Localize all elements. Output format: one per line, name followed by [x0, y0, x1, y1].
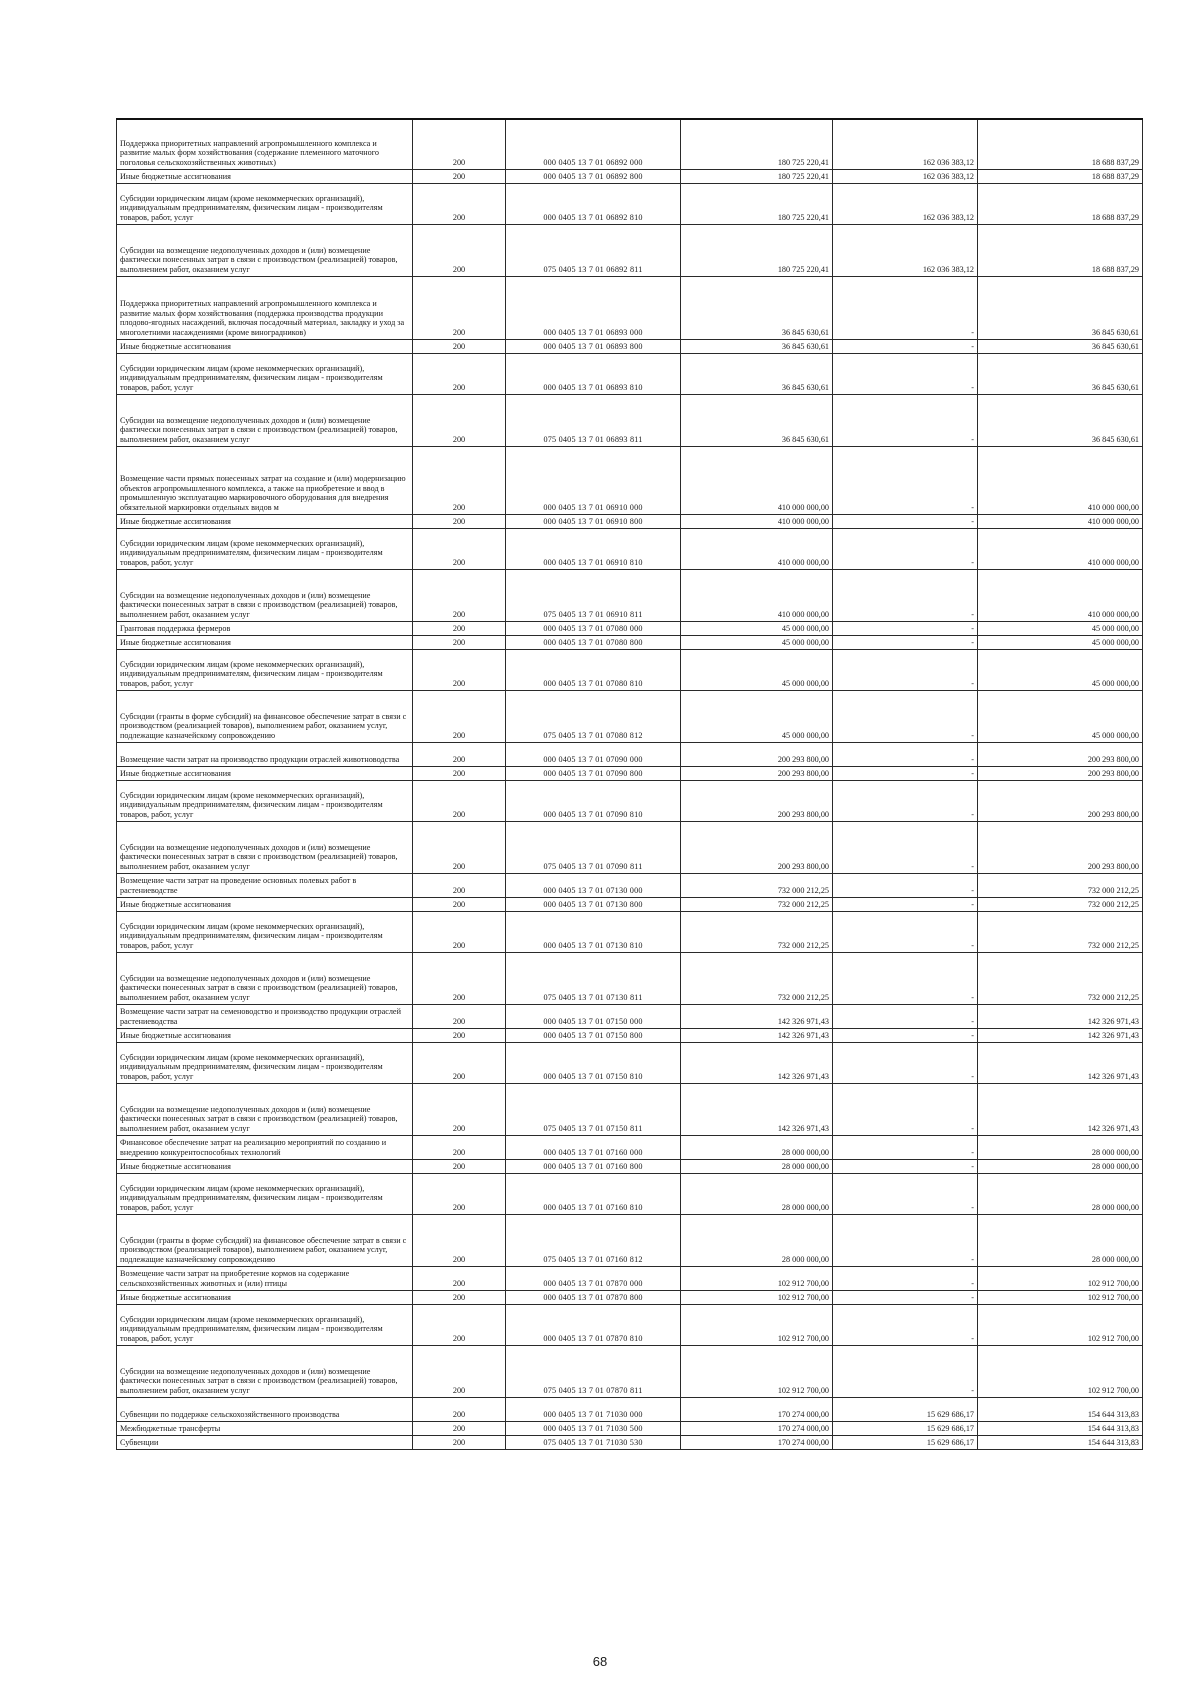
budget-classification-code: 000 0405 13 7 01 71030 000 [506, 1397, 681, 1421]
page-number: 68 [592, 1654, 608, 1669]
table-row [117, 1083, 1143, 1135]
unexecuted-amount: 142 326 971,43 [978, 1004, 1143, 1028]
line-item-name: Субсидии юридическим лицам (кроме некоммерческих организаций), индивидуальным предпринимателям, физическим лицам - производителям товаров, работ, услуг [117, 911, 413, 952]
line-code: 200 [413, 821, 506, 873]
approved-amount: 142 326 971,43 [681, 1042, 833, 1083]
approved-amount: 142 326 971,43 [681, 1028, 833, 1042]
line-item-name: Возмещение части затрат на приобретение кормов на содержание сельскохозяйственных животных и (или) птицы [117, 1266, 413, 1290]
budget-classification-code: 000 0405 13 7 01 07080 800 [506, 635, 681, 649]
line-code: 200 [413, 635, 506, 649]
line-code: 200 [413, 1173, 506, 1214]
line-code: 200 [413, 1135, 506, 1159]
approved-amount: 410 000 000,00 [681, 514, 833, 528]
approved-amount: 410 000 000,00 [681, 528, 833, 569]
table-row [117, 224, 1143, 276]
table-row [117, 514, 1143, 528]
budget-classification-code: 000 0405 13 7 01 06910 810 [506, 528, 681, 569]
budget-classification-code: 000 0405 13 7 01 07130 810 [506, 911, 681, 952]
line-item-name: Субсидии на возмещение недополученных доходов и (или) возмещение фактически понесенных затрат в связи с производством (реализацией) товаров, выполнением работ, оказанием услуг [117, 394, 413, 446]
line-item-name: Грантовая поддержка фермеров [117, 621, 413, 635]
executed-amount: - [833, 1028, 978, 1042]
line-item-name: Межбюджетные трансферты [117, 1421, 413, 1435]
line-item-name: Субсидии (гранты в форме субсидий) на финансовое обеспечение затрат в связи с производством (реализацией товаров), выполнением работ, оказанием услуг, подлежащие казначейскому сопровождению [117, 1214, 413, 1266]
approved-amount: 36 845 630,61 [681, 339, 833, 353]
unexecuted-amount: 732 000 212,25 [978, 911, 1143, 952]
line-code: 200 [413, 766, 506, 780]
unexecuted-amount: 732 000 212,25 [978, 873, 1143, 897]
table-row [117, 1028, 1143, 1042]
table-row [117, 1345, 1143, 1397]
budget-classification-code: 075 0405 13 7 01 07160 812 [506, 1214, 681, 1266]
budget-classification-code: 000 0405 13 7 01 06893 800 [506, 339, 681, 353]
approved-amount: 28 000 000,00 [681, 1173, 833, 1214]
unexecuted-amount: 200 293 800,00 [978, 821, 1143, 873]
budget-classification-code: 000 0405 13 7 01 07080 810 [506, 649, 681, 690]
executed-amount: - [833, 821, 978, 873]
line-code: 200 [413, 183, 506, 224]
approved-amount: 200 293 800,00 [681, 766, 833, 780]
unexecuted-amount: 102 912 700,00 [978, 1290, 1143, 1304]
executed-amount: - [833, 514, 978, 528]
table-row [117, 353, 1143, 394]
unexecuted-amount: 36 845 630,61 [978, 394, 1143, 446]
table-row [117, 1214, 1143, 1266]
table-row [117, 1421, 1143, 1435]
approved-amount: 410 000 000,00 [681, 569, 833, 621]
line-code: 200 [413, 119, 506, 169]
unexecuted-amount: 28 000 000,00 [978, 1135, 1143, 1159]
approved-amount: 200 293 800,00 [681, 821, 833, 873]
unexecuted-amount: 18 688 837,29 [978, 169, 1143, 183]
line-item-name: Субсидии юридическим лицам (кроме некоммерческих организаций), индивидуальным предпринимателям, физическим лицам - производителям товаров, работ, услуг [117, 649, 413, 690]
line-item-name: Субсидии на возмещение недополученных доходов и (или) возмещение фактически понесенных затрат в связи с производством (реализацией) товаров, выполнением работ, оказанием услуг [117, 224, 413, 276]
executed-amount: - [833, 528, 978, 569]
unexecuted-amount: 45 000 000,00 [978, 621, 1143, 635]
unexecuted-amount: 200 293 800,00 [978, 766, 1143, 780]
executed-amount: - [833, 339, 978, 353]
unexecuted-amount: 154 644 313,83 [978, 1435, 1143, 1449]
budget-classification-code: 000 0405 13 7 01 07090 800 [506, 766, 681, 780]
line-code: 200 [413, 897, 506, 911]
budget-classification-code: 000 0405 13 7 01 06893 000 [506, 276, 681, 339]
budget-classification-code: 000 0405 13 7 01 71030 500 [506, 1421, 681, 1435]
unexecuted-amount: 102 912 700,00 [978, 1266, 1143, 1290]
line-item-name: Субсидии на возмещение недополученных доходов и (или) возмещение фактически понесенных затрат в связи с производством (реализацией) товаров, выполнением работ, оказанием услуг [117, 952, 413, 1004]
unexecuted-amount: 410 000 000,00 [978, 446, 1143, 514]
budget-classification-code: 075 0405 13 7 01 07080 812 [506, 690, 681, 742]
line-code: 200 [413, 224, 506, 276]
budget-classification-code: 000 0405 13 7 01 07150 800 [506, 1028, 681, 1042]
executed-amount: - [833, 635, 978, 649]
budget-classification-code: 000 0405 13 7 01 06910 800 [506, 514, 681, 528]
table-row [117, 1435, 1143, 1449]
line-item-name: Финансовое обеспечение затрат на реализацию мероприятий по созданию и внедрению конкурентоспособных технологий [117, 1135, 413, 1159]
table-row [117, 339, 1143, 353]
line-code: 200 [413, 911, 506, 952]
unexecuted-amount: 18 688 837,29 [978, 183, 1143, 224]
line-item-name: Возмещение части затрат на проведение основных полевых работ в растениеводстве [117, 873, 413, 897]
budget-classification-code: 000 0405 13 7 01 07160 000 [506, 1135, 681, 1159]
line-item-name: Субсидии юридическим лицам (кроме некоммерческих организаций), индивидуальным предпринимателям, физическим лицам - производителям товаров, работ, услуг [117, 183, 413, 224]
line-item-name: Иные бюджетные ассигнования [117, 766, 413, 780]
line-item-name: Иные бюджетные ассигнования [117, 514, 413, 528]
executed-amount: - [833, 1135, 978, 1159]
line-code: 200 [413, 1004, 506, 1028]
line-code: 200 [413, 780, 506, 821]
budget-classification-code: 000 0405 13 7 01 07870 800 [506, 1290, 681, 1304]
executed-amount: - [833, 353, 978, 394]
executed-amount: - [833, 649, 978, 690]
table-row [117, 528, 1143, 569]
approved-amount: 102 912 700,00 [681, 1266, 833, 1290]
budget-execution-table [116, 118, 1143, 1450]
table-row [117, 897, 1143, 911]
unexecuted-amount: 200 293 800,00 [978, 780, 1143, 821]
line-code: 200 [413, 1266, 506, 1290]
approved-amount: 170 274 000,00 [681, 1421, 833, 1435]
unexecuted-amount: 142 326 971,43 [978, 1028, 1143, 1042]
line-code: 200 [413, 690, 506, 742]
executed-amount: - [833, 1214, 978, 1266]
executed-amount: - [833, 1345, 978, 1397]
executed-amount: - [833, 873, 978, 897]
table-row [117, 394, 1143, 446]
executed-amount: 15 629 686,17 [833, 1435, 978, 1449]
executed-amount: 162 036 383,12 [833, 119, 978, 169]
line-code: 200 [413, 1214, 506, 1266]
unexecuted-amount: 410 000 000,00 [978, 514, 1143, 528]
budget-classification-code: 075 0405 13 7 01 07090 811 [506, 821, 681, 873]
unexecuted-amount: 18 688 837,29 [978, 224, 1143, 276]
table-row [117, 1004, 1143, 1028]
table-row [117, 621, 1143, 635]
line-code: 200 [413, 649, 506, 690]
unexecuted-amount: 200 293 800,00 [978, 742, 1143, 766]
budget-classification-code: 000 0405 13 7 01 07130 800 [506, 897, 681, 911]
line-item-name: Субсидии на возмещение недополученных доходов и (или) возмещение фактически понесенных затрат в связи с производством (реализацией) товаров, выполнением работ, оказанием услуг [117, 821, 413, 873]
approved-amount: 142 326 971,43 [681, 1004, 833, 1028]
table-row [117, 1135, 1143, 1159]
budget-classification-code: 075 0405 13 7 01 07870 811 [506, 1345, 681, 1397]
budget-classification-code: 000 0405 13 7 01 06893 810 [506, 353, 681, 394]
approved-amount: 36 845 630,61 [681, 353, 833, 394]
line-code: 200 [413, 1435, 506, 1449]
line-item-name: Иные бюджетные ассигнования [117, 1290, 413, 1304]
line-code: 200 [413, 1397, 506, 1421]
unexecuted-amount: 36 845 630,61 [978, 276, 1143, 339]
unexecuted-amount: 28 000 000,00 [978, 1214, 1143, 1266]
line-item-name: Субсидии на возмещение недополученных доходов и (или) возмещение фактически понесенных затрат в связи с производством (реализацией) товаров, выполнением работ, оказанием услуг [117, 1083, 413, 1135]
unexecuted-amount: 102 912 700,00 [978, 1345, 1143, 1397]
approved-amount: 410 000 000,00 [681, 446, 833, 514]
budget-classification-code: 000 0405 13 7 01 07160 800 [506, 1159, 681, 1173]
approved-amount: 102 912 700,00 [681, 1345, 833, 1397]
executed-amount: - [833, 1083, 978, 1135]
line-code: 200 [413, 742, 506, 766]
executed-amount: - [833, 1304, 978, 1345]
line-item-name: Субсидии на возмещение недополученных доходов и (или) возмещение фактически понесенных затрат в связи с производством (реализацией) товаров, выполнением работ, оказанием услуг [117, 569, 413, 621]
approved-amount: 28 000 000,00 [681, 1214, 833, 1266]
line-code: 200 [413, 621, 506, 635]
table-body [117, 119, 1143, 1449]
approved-amount: 28 000 000,00 [681, 1159, 833, 1173]
line-code: 200 [413, 394, 506, 446]
budget-classification-code: 000 0405 13 7 01 06910 000 [506, 446, 681, 514]
line-code: 200 [413, 1042, 506, 1083]
line-item-name: Субсидии юридическим лицам (кроме некоммерческих организаций), индивидуальным предпринимателям, физическим лицам - производителям товаров, работ, услуг [117, 528, 413, 569]
line-code: 200 [413, 514, 506, 528]
budget-classification-code: 000 0405 13 7 01 07150 000 [506, 1004, 681, 1028]
executed-amount: - [833, 766, 978, 780]
table-row [117, 690, 1143, 742]
line-code: 200 [413, 353, 506, 394]
executed-amount: 162 036 383,12 [833, 224, 978, 276]
table-row [117, 952, 1143, 1004]
budget-classification-code: 075 0405 13 7 01 07150 811 [506, 1083, 681, 1135]
line-item-name: Иные бюджетные ассигнования [117, 897, 413, 911]
budget-classification-code: 000 0405 13 7 01 06892 810 [506, 183, 681, 224]
table-row [117, 119, 1143, 169]
budget-classification-code: 000 0405 13 7 01 07150 810 [506, 1042, 681, 1083]
line-item-name: Иные бюджетные ассигнования [117, 1028, 413, 1042]
line-item-name: Поддержка приоритетных направлений агропромышленного комплекса и развитие малых форм хозяйствования (содержание племенного маточного поголовья сельскохозяйственных животных) [117, 119, 413, 169]
unexecuted-amount: 36 845 630,61 [978, 339, 1143, 353]
line-item-name: Возмещение части затрат на семеноводство и производство продукции отраслей растениеводства [117, 1004, 413, 1028]
unexecuted-amount: 45 000 000,00 [978, 690, 1143, 742]
executed-amount: - [833, 952, 978, 1004]
unexecuted-amount: 18 688 837,29 [978, 119, 1143, 169]
table-row [117, 766, 1143, 780]
executed-amount: - [833, 780, 978, 821]
line-item-name: Возмещение части прямых понесенных затрат на создание и (или) модернизацию объектов агропромышленного комплекса, а также на приобретение и ввод в промышленную эксплуатацию маркировочного оборудования для внедрения обязательной маркировки отдельных видов м [117, 446, 413, 514]
executed-amount: - [833, 1266, 978, 1290]
budget-classification-code: 075 0405 13 7 01 06910 811 [506, 569, 681, 621]
budget-classification-code: 000 0405 13 7 01 07870 810 [506, 1304, 681, 1345]
executed-amount: - [833, 1159, 978, 1173]
executed-amount: - [833, 569, 978, 621]
line-item-name: Возмещение части затрат на производство продукции отраслей животноводства [117, 742, 413, 766]
budget-classification-code: 075 0405 13 7 01 07130 811 [506, 952, 681, 1004]
line-code: 200 [413, 569, 506, 621]
table-row [117, 1304, 1143, 1345]
unexecuted-amount: 28 000 000,00 [978, 1159, 1143, 1173]
line-code: 200 [413, 1421, 506, 1435]
line-code: 200 [413, 528, 506, 569]
table-row [117, 1266, 1143, 1290]
approved-amount: 102 912 700,00 [681, 1304, 833, 1345]
table-row [117, 742, 1143, 766]
unexecuted-amount: 102 912 700,00 [978, 1304, 1143, 1345]
approved-amount: 36 845 630,61 [681, 276, 833, 339]
table-row [117, 1173, 1143, 1214]
unexecuted-amount: 28 000 000,00 [978, 1173, 1143, 1214]
unexecuted-amount: 36 845 630,61 [978, 353, 1143, 394]
executed-amount: - [833, 446, 978, 514]
table-row [117, 911, 1143, 952]
unexecuted-amount: 154 644 313,83 [978, 1421, 1143, 1435]
unexecuted-amount: 410 000 000,00 [978, 569, 1143, 621]
line-item-name: Иные бюджетные ассигнования [117, 1159, 413, 1173]
unexecuted-amount: 142 326 971,43 [978, 1083, 1143, 1135]
approved-amount: 28 000 000,00 [681, 1135, 833, 1159]
unexecuted-amount: 45 000 000,00 [978, 635, 1143, 649]
line-code: 200 [413, 339, 506, 353]
line-code: 200 [413, 1028, 506, 1042]
table-row [117, 1397, 1143, 1421]
approved-amount: 732 000 212,25 [681, 952, 833, 1004]
executed-amount: - [833, 1290, 978, 1304]
line-code: 200 [413, 1304, 506, 1345]
unexecuted-amount: 142 326 971,43 [978, 1042, 1143, 1083]
executed-amount: - [833, 1173, 978, 1214]
approved-amount: 180 725 220,41 [681, 169, 833, 183]
executed-amount: - [833, 1004, 978, 1028]
line-item-name: Поддержка приоритетных направлений агропромышленного комплекса и развитие малых форм хозяйствования (поддержка производства продукции плодово-ягодных насаждений, включая посадочный материал, закладку и уход за многолетними насаждениями (кроме виноградников) [117, 276, 413, 339]
line-code: 200 [413, 1345, 506, 1397]
executed-amount: - [833, 621, 978, 635]
table-row [117, 649, 1143, 690]
table-row [117, 1042, 1143, 1083]
executed-amount: - [833, 276, 978, 339]
line-code: 200 [413, 873, 506, 897]
approved-amount: 200 293 800,00 [681, 742, 833, 766]
line-code: 200 [413, 1159, 506, 1173]
line-code: 200 [413, 446, 506, 514]
approved-amount: 170 274 000,00 [681, 1435, 833, 1449]
approved-amount: 180 725 220,41 [681, 224, 833, 276]
executed-amount: - [833, 690, 978, 742]
approved-amount: 170 274 000,00 [681, 1397, 833, 1421]
unexecuted-amount: 732 000 212,25 [978, 952, 1143, 1004]
executed-amount: - [833, 394, 978, 446]
line-item-name: Иные бюджетные ассигнования [117, 635, 413, 649]
budget-classification-code: 000 0405 13 7 01 07870 000 [506, 1266, 681, 1290]
executed-amount: - [833, 742, 978, 766]
budget-classification-code: 075 0405 13 7 01 71030 530 [506, 1435, 681, 1449]
budget-classification-code: 000 0405 13 7 01 06892 000 [506, 119, 681, 169]
approved-amount: 45 000 000,00 [681, 649, 833, 690]
budget-classification-code: 000 0405 13 7 01 07080 000 [506, 621, 681, 635]
line-code: 200 [413, 952, 506, 1004]
table-row [117, 1159, 1143, 1173]
approved-amount: 45 000 000,00 [681, 635, 833, 649]
table-row [117, 169, 1143, 183]
executed-amount: 162 036 383,12 [833, 183, 978, 224]
executed-amount: 15 629 686,17 [833, 1421, 978, 1435]
line-code: 200 [413, 276, 506, 339]
executed-amount: - [833, 1042, 978, 1083]
executed-amount: 162 036 383,12 [833, 169, 978, 183]
line-item-name: Иные бюджетные ассигнования [117, 169, 413, 183]
line-code: 200 [413, 1290, 506, 1304]
executed-amount: - [833, 911, 978, 952]
approved-amount: 200 293 800,00 [681, 780, 833, 821]
approved-amount: 36 845 630,61 [681, 394, 833, 446]
line-item-name: Иные бюджетные ассигнования [117, 339, 413, 353]
line-item-name: Субвенции по поддержке сельскохозяйственного производства [117, 1397, 413, 1421]
executed-amount: - [833, 897, 978, 911]
budget-classification-code: 000 0405 13 7 01 07090 000 [506, 742, 681, 766]
table-row [117, 635, 1143, 649]
table-row [117, 276, 1143, 339]
table-row [117, 780, 1143, 821]
approved-amount: 142 326 971,43 [681, 1083, 833, 1135]
table-row [117, 183, 1143, 224]
approved-amount: 180 725 220,41 [681, 183, 833, 224]
unexecuted-amount: 154 644 313,83 [978, 1397, 1143, 1421]
line-code: 200 [413, 169, 506, 183]
line-item-name: Субсидии юридическим лицам (кроме некоммерческих организаций), индивидуальным предпринимателям, физическим лицам - производителям товаров, работ, услуг [117, 780, 413, 821]
table-row [117, 569, 1143, 621]
unexecuted-amount: 732 000 212,25 [978, 897, 1143, 911]
budget-classification-code: 000 0405 13 7 01 07130 000 [506, 873, 681, 897]
line-item-name: Субсидии юридическим лицам (кроме некоммерческих организаций), индивидуальным предпринимателям, физическим лицам - производителям товаров, работ, услуг [117, 1042, 413, 1083]
budget-classification-code: 000 0405 13 7 01 07090 810 [506, 780, 681, 821]
approved-amount: 45 000 000,00 [681, 621, 833, 635]
budget-classification-code: 075 0405 13 7 01 06892 811 [506, 224, 681, 276]
unexecuted-amount: 45 000 000,00 [978, 649, 1143, 690]
table-row [117, 873, 1143, 897]
approved-amount: 732 000 212,25 [681, 897, 833, 911]
approved-amount: 732 000 212,25 [681, 911, 833, 952]
budget-classification-code: 075 0405 13 7 01 06893 811 [506, 394, 681, 446]
approved-amount: 180 725 220,41 [681, 119, 833, 169]
line-item-name: Субсидии юридическим лицам (кроме некоммерческих организаций), индивидуальным предпринимателям, физическим лицам - производителям товаров, работ, услуг [117, 1173, 413, 1214]
unexecuted-amount: 410 000 000,00 [978, 528, 1143, 569]
table-row [117, 1290, 1143, 1304]
table-row [117, 446, 1143, 514]
approved-amount: 102 912 700,00 [681, 1290, 833, 1304]
executed-amount: 15 629 686,17 [833, 1397, 978, 1421]
table-row [117, 821, 1143, 873]
line-item-name: Субсидии на возмещение недополученных доходов и (или) возмещение фактически понесенных затрат в связи с производством (реализацией) товаров, выполнением работ, оказанием услуг [117, 1345, 413, 1397]
budget-classification-code: 000 0405 13 7 01 07160 810 [506, 1173, 681, 1214]
line-item-name: Субсидии юридическим лицам (кроме некоммерческих организаций), индивидуальным предпринимателям, физическим лицам - производителям товаров, работ, услуг [117, 1304, 413, 1345]
line-code: 200 [413, 1083, 506, 1135]
approved-amount: 45 000 000,00 [681, 690, 833, 742]
budget-classification-code: 000 0405 13 7 01 06892 800 [506, 169, 681, 183]
line-item-name: Субсидии юридическим лицам (кроме некоммерческих организаций), индивидуальным предпринимателям, физическим лицам - производителям товаров, работ, услуг [117, 353, 413, 394]
line-item-name: Субсидии (гранты в форме субсидий) на финансовое обеспечение затрат в связи с производством (реализацией товаров), выполнением работ, оказанием услуг, подлежащие казначейскому сопровождению [117, 690, 413, 742]
approved-amount: 732 000 212,25 [681, 873, 833, 897]
line-item-name: Субвенции [117, 1435, 413, 1449]
